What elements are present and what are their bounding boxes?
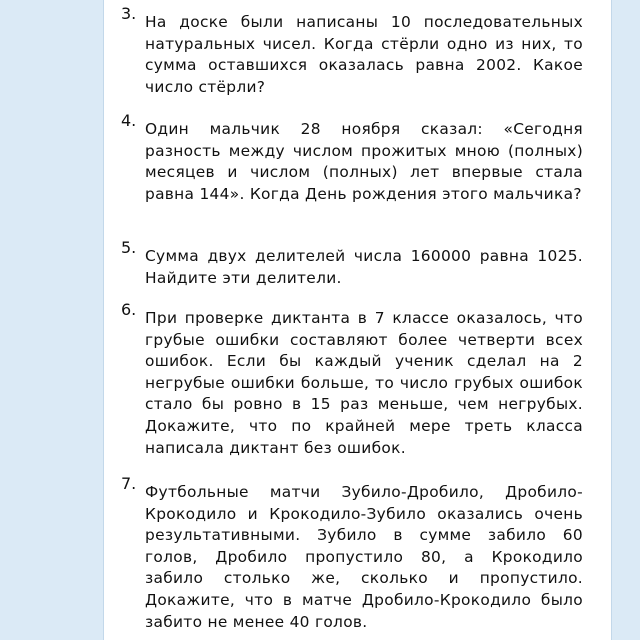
problem-number: 6. — [121, 300, 137, 319]
document-page — [103, 0, 612, 640]
problem-text: На доске были написаны 10 последовательных натуральных чисел. Когда стёрли одно из них, то сумма оставшихся оказалась равна 2002. Какое число стёрли? — [145, 13, 583, 96]
problem-text: Один мальчик 28 ноября сказал: «Сегодня разность между числом прожитых мною (полных) месяцев и числом (полных) лет впервые стала равна 144». Когда День рождения этого мальчика? — [145, 120, 583, 203]
problem-number: 4. — [121, 111, 137, 130]
problem-text: Сумма двух делителей числа 160000 равна 1025. Найдите эти делители. — [145, 247, 583, 287]
problem-text: Футбольные матчи Зубило-Дробило, Дробило-Крокодило и Крокодило-Зубило оказались очень результативными. Зубило в сумме забило 60 голов, Дробило пропустило 80, а Крокодило забило столько же, сколько и пропустило. Докажите, что в матче Дробило-Крокодило было забито не менее 40 голов. — [145, 483, 583, 631]
problem-text: При проверке диктанта в 7 классе оказалось, что грубые ошибки составляют более четверти всех ошибок. Если бы каждый ученик сделал на 2 негрубые ошибки больше, то число грубых ошибок стало бы ровно в 15 раз меньше, чем негрубых. Докажите, что по крайней мере треть класса написала диктант без ошибок. — [145, 309, 583, 457]
problem-number: 3. — [121, 4, 137, 23]
problem-number: 7. — [121, 474, 137, 493]
problem-number: 5. — [121, 238, 137, 257]
